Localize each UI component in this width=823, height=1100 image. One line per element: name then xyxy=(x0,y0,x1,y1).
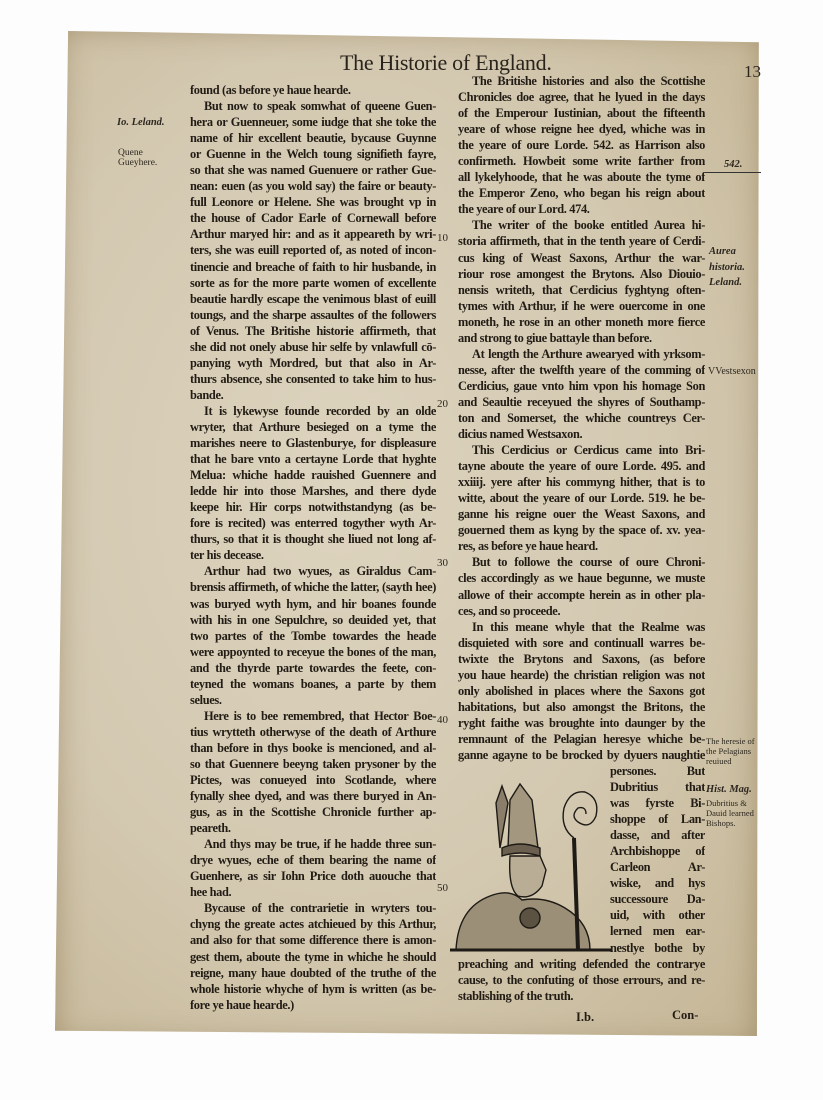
text-line: Here is to bee remembred, that Hector Boe- xyxy=(204,708,436,723)
text-line: drye wyues, eche of them bearing the name of xyxy=(190,853,436,868)
text-line: chyng the greate actes atchieued by this Arthur, xyxy=(190,917,436,932)
text-line: But to followe the course of oure Chroni- xyxy=(472,555,705,570)
text-line: brensis affirmeth, of whiche the latter, (sayth hee) xyxy=(190,580,436,595)
text-line: she did not onely abuse hir selfe by vnlawfull cō- xyxy=(190,339,436,354)
text-line: ryght faithe was broughte into daunger by the xyxy=(458,715,705,730)
text-line: gouerned them as kyng by the space of. xv. yea- xyxy=(458,523,705,538)
text-line: fore is recited) was enterred togyther wyth Ar- xyxy=(190,516,436,531)
text-line: hee had. xyxy=(190,885,232,900)
text-line: preaching and writing defended the contrarye xyxy=(458,956,705,971)
text-line: Pictes, was conueyed into Scotlande, where xyxy=(190,773,436,788)
text-line: nensis writeth, that Cerdicius fyghtyng often- xyxy=(458,282,705,297)
text-line: and Seaultie receyued the shyres of Southamp- xyxy=(458,394,705,409)
text-line: res, as before ye haue heard. xyxy=(458,539,598,554)
text-line: fynally shee dyed, and was there buryed in An- xyxy=(190,789,436,804)
page-title: The Historie of England. xyxy=(340,50,552,75)
text-line: keepe hir. Hir corps notwithstandyng (as be- xyxy=(190,500,436,515)
text-line: the house of Cador Earle of Cornewall before xyxy=(190,211,436,226)
text-line: gus, as in the Scottishe Chronicle further ap- xyxy=(190,805,436,820)
text-line: habitations, but also amongst the Britons, the xyxy=(458,699,705,714)
text-line: teyned the womans boanes, a parte by them xyxy=(190,676,436,691)
folio-number: 13 xyxy=(744,62,761,81)
margin-note-542: 542. xyxy=(724,159,743,170)
text-line: remnaunt of the Pelagian heresye whiche be- xyxy=(458,731,705,746)
text-line: riour rose amongest the Brytons. Also Diouio- xyxy=(458,266,705,281)
text-line: panying wyth Mordred, but that also in Ar- xyxy=(190,355,436,370)
text-line: Cerdicius, gaue vnto him vpon his homage Son xyxy=(458,378,705,393)
text-line: witte, about the yeare of our Lorde. 519. he be- xyxy=(458,491,705,506)
text-line: The Britishe histories and also the Scottishe xyxy=(472,74,705,88)
text-line: were appoynted to receyue the bones of the man, xyxy=(190,644,436,659)
text-line: and the thyrde parte towardes the feete, con- xyxy=(190,660,436,675)
text-line: twixte the Brytons and Saxons, (as before xyxy=(458,651,705,666)
text-line: you haue hearde) the christian religion was not xyxy=(458,667,705,682)
margin-note-hist-mag: Hist. Mag. xyxy=(706,784,752,795)
margin-note-aurea: Aurea historia. xyxy=(709,246,745,273)
text-line: stablishing of the truth. xyxy=(458,988,574,1003)
text-line: the yeare of our Lord. 474. xyxy=(458,202,590,217)
text-line: gest them, aboute the tyme in whiche he should xyxy=(190,949,436,964)
text-line: nesse, after the twelfth yeare of the comming of xyxy=(458,362,705,377)
text-line: the yeare of oure Lorde. 542. as Harrison also xyxy=(458,138,705,153)
text-line: successoure Da- xyxy=(610,892,705,907)
text-line: with his in one Sepulchre, so deuided yet, that xyxy=(190,612,436,627)
line-number: 10 xyxy=(437,232,448,244)
text-line: dicius named Westsaxon. xyxy=(458,427,583,442)
text-line: The writer of the booke entitled Aurea hi- xyxy=(472,218,705,233)
line-number: 50 xyxy=(437,882,448,894)
line-number: 30 xyxy=(437,557,448,569)
text-line: bande. xyxy=(190,387,224,402)
signature-mark: I.b. xyxy=(576,1010,595,1024)
margin-note-gueyhere: Quene Gueyhere. xyxy=(118,148,158,168)
text-line: Carleon Ar- xyxy=(610,860,705,875)
text-line: ganne his reigne ouer the Weast Saxons, and xyxy=(458,507,705,522)
text-line: uid, with other xyxy=(610,908,705,923)
text-line: ton and Somerset, the whiche countreys Cer- xyxy=(458,410,705,425)
text-line: beautie hardly escape the venimous blast of euill xyxy=(190,291,436,306)
left-text-column xyxy=(190,82,436,1013)
margin-note-leland: Io. Leland. xyxy=(117,117,165,128)
text-line: selues. xyxy=(190,692,222,707)
text-line: Chronicles doe agree, that he lyued in the days xyxy=(458,90,705,105)
text-line: This Cerdicius or Cerdicus came into Bri- xyxy=(472,443,705,458)
text-line: only abolished in places where the Saxons got xyxy=(458,683,705,698)
text-line: peareth. xyxy=(190,821,231,836)
text-line: was fyrste Bi- xyxy=(610,796,705,811)
text-line: Bycause of the contrarietie in wryters tou- xyxy=(204,901,436,916)
text-line: wryter, that Arthure besieged on a tyme the xyxy=(190,419,436,434)
text-line: tius wrytteth otherwyse of the death of Arthure xyxy=(190,724,436,739)
text-line: all lykelyhoode, that he was aboute the tyme of xyxy=(458,170,705,185)
text-line: so that she was named Guenuere or rather Gue- xyxy=(190,163,436,178)
text-line: Arthur maryed hir: and as it appeareth by wri- xyxy=(190,227,436,242)
margin-note-leland-2: Leland. xyxy=(709,277,742,288)
text-line: It is lykewyse founde recorded by an olde xyxy=(204,403,436,418)
text-line: tinencie and breache of faith to hir husbande, in xyxy=(190,259,436,274)
catchword: Con- xyxy=(672,1008,699,1022)
text-line: shoppe of Lan- xyxy=(610,812,705,827)
margin-note-dubritius: Dubritius & Dauid learned Bishops. xyxy=(706,798,754,828)
text-line: ters, she was euill reported of, as noted of incon- xyxy=(190,243,436,258)
text-line: Guenhere, as sir Iohn Price doth auouche that xyxy=(190,869,436,884)
text-line: of the Emperour Iustinian, about the fifteenth xyxy=(458,106,705,121)
text-line: and strong to giue battayle than before. xyxy=(458,330,652,345)
text-line: ganne agayne to be brocked by dyuers naughtie xyxy=(458,747,705,762)
margin-note-heresie: The heresie of the Pelagians reuiued xyxy=(706,736,755,766)
text-line: fore ye haue hearde.) xyxy=(190,997,294,1012)
text-line: two partes of the Tombe towardes the heade xyxy=(190,628,436,643)
text-line: full Leonore or Helene. She was brought vp in xyxy=(190,195,436,210)
text-line: At length the Arthure awearyed with yrksom- xyxy=(472,346,705,361)
bishop-woodcut-illustration xyxy=(450,778,612,956)
text-line: yeare of whose reigne hee dyed, whiche was in xyxy=(458,122,705,137)
text-line: marishes neere to Glastenburye, for displeasure xyxy=(190,436,436,451)
text-line: and also for that some difference there is amon- xyxy=(190,933,436,948)
text-line: xxiiij. yere after his commyng hither, that is to xyxy=(458,475,705,490)
text-line: thurs absence, she consented to take him to hus- xyxy=(190,371,436,386)
text-line: cus king of Weast Saxons, Arthur the war- xyxy=(458,250,705,265)
text-line: so that Guennere beeyng taken prysoner by the xyxy=(190,756,436,771)
text-line: found (as before ye haue hearde. xyxy=(190,83,351,97)
text-line: reigne, many haue doubted of the truthe of the xyxy=(190,965,436,980)
margin-note-westsexon: VVestsexon xyxy=(708,366,756,377)
text-line: ter his decease. xyxy=(190,548,264,563)
text-line: cause, to the confuting of those errours, and re- xyxy=(458,972,705,987)
text-line: allowe of their accompte herein as in other pla- xyxy=(458,587,705,602)
text-line: nean: euen (as you wold say) the faire or beauty- xyxy=(190,179,436,194)
text-line: whole historie whyche of hym is written (as be- xyxy=(190,981,436,996)
text-line: or Guenne in the Welch toung signifieth fayre, xyxy=(190,147,436,162)
margin-rule xyxy=(705,172,761,173)
text-line: Melua: whiche hadde rauished Guennere and xyxy=(190,468,436,483)
text-line: was buryed wyth hym, and hir boanes founde xyxy=(190,596,436,611)
text-line: disquieted with sore and continuall warres be- xyxy=(458,635,705,650)
text-line: hera or Guenneuer, some iudge that she toke the xyxy=(190,115,436,130)
text-line: tymes with Arthur, if he were ouercome in one xyxy=(458,298,705,313)
line-number: 20 xyxy=(437,398,448,410)
text-line: the Emperor Zeno, who began his reign about xyxy=(458,186,705,201)
text-line: persones. But xyxy=(610,764,705,779)
line-number: 40 xyxy=(437,714,448,726)
text-line: ledde hir into those Marshes, and there dyde xyxy=(190,484,436,499)
text-line: Dubritius that xyxy=(610,780,705,795)
text-line: that he bare vnto a certayne Lorde that hyghte xyxy=(190,452,436,467)
text-line: storia affirmeth, that in the tenth yeare of Cerdi- xyxy=(458,234,705,249)
text-line: wiske, and hys xyxy=(610,876,705,891)
text-line: lerned men ear- xyxy=(610,924,705,939)
text-line: dasse, and after xyxy=(610,828,705,843)
text-line: In this meane whyle that the Realme was xyxy=(472,619,705,634)
text-line: confirmeth. Howbeit some write farther from xyxy=(458,154,705,169)
text-line: ces, and so proceede. xyxy=(458,603,561,618)
text-line: sorte as for the more parte women of excellente xyxy=(190,275,436,290)
text-line: tayne aboute the yeare of oure Lorde. 495. and xyxy=(458,459,705,474)
text-line: than before in thys booke is mencioned, and al- xyxy=(190,740,436,755)
text-line: Archbishoppe of xyxy=(610,844,705,859)
text-line: toungs, and the sharpe assaultes of the followers xyxy=(190,307,436,322)
text-line: But now to speak somwhat of queene Guen- xyxy=(204,99,436,114)
text-line: thurs, so that it is thought she liued not long af- xyxy=(190,532,436,547)
text-line: Arthur had two wyues, as Giraldus Cam- xyxy=(204,564,436,579)
text-line: And thys may be true, if he hadde three sun- xyxy=(204,837,436,852)
text-line: name of hir excellent beautie, bycause Guynne xyxy=(190,131,436,146)
text-line: of Venus. The Britishe historie affirmeth, that xyxy=(190,323,436,338)
text-line: moneth, he rose in an other moneth more fierce xyxy=(458,314,705,329)
text-line: nestlye bothe by xyxy=(610,940,705,955)
text-line: cles accordingly as we haue begunne, we muste xyxy=(458,571,705,586)
